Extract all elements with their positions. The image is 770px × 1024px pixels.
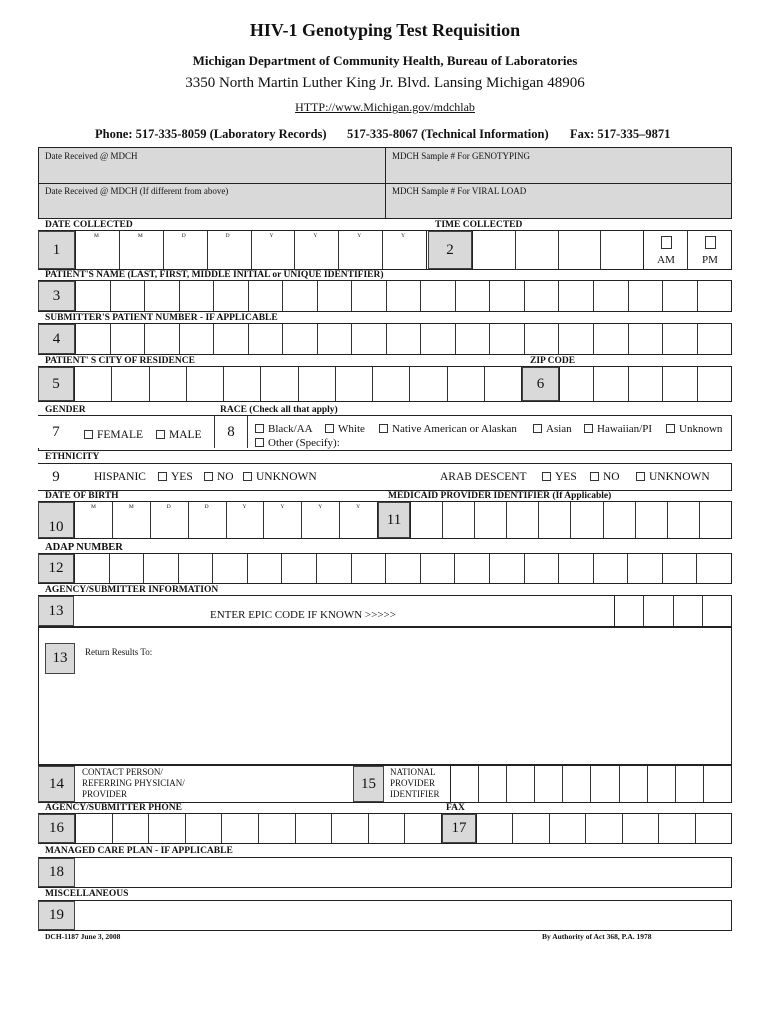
am-option[interactable]: AM (645, 230, 688, 270)
field-number: 8 (214, 416, 248, 448)
fax-label: FAX (446, 803, 465, 813)
field-number: 18 (38, 858, 75, 887)
agency-phone-boxes[interactable] (75, 813, 442, 844)
hispanic-yes[interactable]: YES (158, 471, 193, 483)
dob-label: DATE OF BIRTH (45, 491, 119, 501)
hispanic-label: HISPANIC (94, 471, 146, 483)
field-number: 11 (378, 502, 410, 538)
contact-person-label: CONTACT PERSON/ REFERRING PHYSICIAN/ PROVIDER (82, 767, 185, 799)
male-checkbox[interactable] (156, 430, 165, 439)
patient-name-label: PATIENT'S NAME (LAST, FIRST, MIDDLE INITIAL or UNIQUE IDENTIFIER) (45, 270, 384, 280)
field-number: 4 (38, 324, 75, 354)
date-collected-label: DATE COLLECTED (45, 220, 133, 230)
submitter-number-label: SUBMITTER'S PATIENT NUMBER - IF APPLICABLE (45, 313, 278, 323)
race-native-option[interactable]: Native American or Alaskan (379, 423, 517, 435)
race-other-option[interactable]: Other (Specify): (255, 437, 340, 449)
medicaid-label: MEDICAID PROVIDER IDENTIFIER (If Applicable) (388, 491, 612, 501)
field-number: 16 (38, 814, 75, 843)
return-results-label: Return Results To: (85, 647, 153, 657)
website-link[interactable]: HTTP://www.Michigan.gov/mdchlab (295, 100, 475, 114)
fax-boxes[interactable] (476, 813, 732, 844)
white-checkbox[interactable] (325, 424, 334, 433)
date-received-label: Date Received @ MDCH (45, 151, 138, 161)
race-hawaiian-option[interactable]: Hawaiian/PI (584, 423, 652, 435)
race-black-option[interactable]: Black/AA (255, 423, 313, 435)
agency-label: AGENCY/SUBMITTER INFORMATION (45, 585, 219, 595)
fax-number: Fax: 517-335–9871 (570, 127, 671, 141)
unknown-checkbox[interactable] (666, 424, 675, 433)
phone-records: Phone: 517-335-8059 (Laboratory Records) (95, 127, 327, 141)
field-number: 14 (38, 766, 75, 802)
department: Michigan Department of Community Health, Bureau of Laboratories (192, 53, 578, 68)
date-collected-boxes[interactable]: M M D D Y Y Y Y (75, 230, 427, 270)
am-checkbox[interactable] (661, 236, 672, 249)
race-unknown-option[interactable]: Unknown (666, 423, 722, 435)
misc-input[interactable] (38, 900, 732, 931)
adap-boxes[interactable] (74, 553, 732, 584)
other-checkbox[interactable] (255, 438, 264, 447)
hispanic-unknown[interactable]: UNKNOWN (243, 471, 317, 483)
field-number: 15 (353, 766, 384, 802)
pm-checkbox[interactable] (705, 236, 716, 249)
contact-person-input[interactable] (200, 770, 350, 800)
form-title: HIV-1 Genotyping Test Requisition (249, 20, 521, 40)
male-option[interactable]: MALE (156, 429, 202, 441)
gender-label: GENDER (45, 405, 86, 415)
field-number: 17 (442, 814, 476, 843)
hawaiian-checkbox[interactable] (584, 424, 593, 433)
field-number: 7 (38, 416, 74, 448)
ethnicity-label: ETHNICITY (45, 452, 100, 462)
date-received-diff-label: Date Received @ MDCH (If different from above) (45, 186, 229, 196)
female-option[interactable]: FEMALE (84, 429, 143, 441)
pm-option[interactable]: PM (688, 230, 732, 270)
female-checkbox[interactable] (84, 430, 93, 439)
black-checkbox[interactable] (255, 424, 264, 433)
zip-label: ZIP CODE (530, 356, 576, 366)
authority-note: By Authority of Act 368, P.A. 1978 (542, 932, 652, 941)
zip-boxes[interactable] (559, 366, 732, 402)
arab-no[interactable]: NO (590, 471, 620, 483)
npi-label: NATIONAL PROVIDER IDENTIFIER (390, 767, 440, 799)
adap-label: ADAP NUMBER (45, 542, 123, 553)
sample-viral-label: MDCH Sample # For VIRAL LOAD (392, 186, 527, 196)
race-white-option[interactable]: White (325, 423, 365, 435)
patient-name-boxes[interactable] (75, 280, 732, 312)
field-number: 6 (522, 367, 559, 401)
misc-label: MISCELLANEOUS (45, 889, 129, 899)
race-label: RACE (Check all that apply) (220, 405, 338, 415)
phone-technical: 517-335-8067 (Technical Information) (347, 127, 549, 141)
agency-phone-label: AGENCY/SUBMITTER PHONE (45, 803, 182, 813)
asian-checkbox[interactable] (533, 424, 542, 433)
field-number: 3 (38, 281, 75, 311)
field-number: 13 (45, 643, 75, 674)
address: 3350 North Martin Luther King Jr. Blvd. Lansing Michigan 48906 (185, 75, 585, 91)
time-collected-label: TIME COLLECTED (435, 220, 523, 230)
dob-boxes[interactable]: M M D D Y Y Y Y (74, 501, 378, 539)
epic-code-boxes[interactable] (614, 595, 732, 627)
field-number: 9 (38, 464, 74, 490)
arab-descent-label: ARAB DESCENT (440, 471, 527, 483)
race-asian-option[interactable]: Asian (533, 423, 572, 435)
field-number: 12 (38, 554, 74, 583)
arab-unknown[interactable]: UNKNOWN (636, 471, 710, 483)
field-number: 10 (38, 502, 74, 538)
city-boxes[interactable] (74, 366, 522, 402)
hispanic-no[interactable]: NO (204, 471, 234, 483)
field-number: 19 (38, 901, 75, 930)
managed-care-label: MANAGED CARE PLAN - IF APPLICABLE (45, 846, 233, 856)
npi-boxes[interactable] (450, 765, 732, 803)
field-number: 13 (38, 596, 74, 626)
field-number: 5 (38, 367, 74, 401)
epic-code-prompt: ENTER EPIC CODE IF KNOWN >>>>> (210, 609, 396, 621)
city-label: PATIENT' S CITY OF RESIDENCE (45, 356, 195, 366)
medicaid-boxes[interactable] (410, 501, 732, 539)
time-collected-boxes[interactable] (472, 230, 644, 270)
field-number: 1 (38, 231, 75, 269)
submitter-number-boxes[interactable] (75, 323, 732, 355)
field-number: 2 (428, 231, 472, 269)
native-checkbox[interactable] (379, 424, 388, 433)
sample-genotyping-label: MDCH Sample # For GENOTYPING (392, 151, 530, 161)
managed-care-input[interactable] (38, 857, 732, 888)
arab-yes[interactable]: YES (542, 471, 577, 483)
form-id: DCH-1187 June 3, 2008 (45, 932, 121, 941)
